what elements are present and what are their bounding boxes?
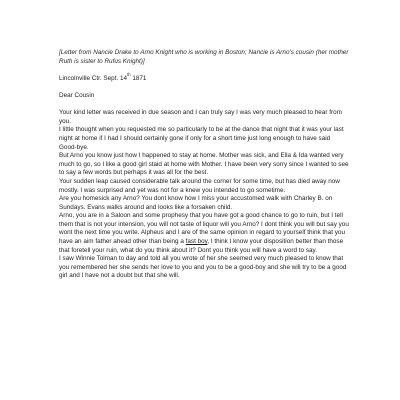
greeting: Dear Cousin bbox=[59, 91, 95, 99]
underlined-phrase: fast boy bbox=[185, 238, 208, 246]
paragraph-4: Your sudden leap caused considerable talk around the corner for some time, but has died away now mostly. I was surprised and yet was not for a knew you intended to go sometime. bbox=[59, 177, 340, 194]
dateline-suffix: 1871 bbox=[130, 74, 147, 82]
paragraph-5: Are you homesick any Arno? You dont know how I miss your accustomed walk with Charley B. on Sundays. Evans walks around and looks like a forsaken child. bbox=[59, 195, 333, 211]
paragraph-6-after: , I think I know your disposition better than those that foretell your ruin, what do you think about it? Dont you think you will have a word to say. bbox=[59, 238, 344, 254]
paragraph-1: Your kind letter was received in due season and I can truly say I was very much pleased to hear from you. bbox=[59, 109, 342, 125]
dateline-prefix: Lincolnville Ctr. Sept. 14 bbox=[59, 74, 128, 82]
paragraph-3: But Arno you know just how I happened to stay at home. Mother was sick, and Ella & Ida wanted very much to go, so I like a good girl staid at home with Mother. I have been very sorry since I wanted to see to say a few words but perhaps it was all for the best. bbox=[59, 152, 349, 177]
paragraph-6 bbox=[59, 212, 349, 255]
letter-document bbox=[59, 49, 349, 281]
dateline-sup: th bbox=[127, 72, 131, 78]
paragraph-7: I saw Winnie Tolman to day and told all you wrote of her she seemed very much pleased to know that you remembered her she sends her love to you and you to be a good-boy and she will try to be a good girl and I have not a doubt but that she will. bbox=[59, 255, 347, 280]
letter-body bbox=[59, 109, 349, 281]
paragraph-6-before: Arno, you are in a Saloon and some prophesy that you have got a good chance to go to ruin, but I tell them that is not your intension, you will not taste of liquor will you Arno? I dont think you will but say you wont the next time you write. Alpheus and I are of the same opinion in regard to yourself think that you have an aim father ahead other than being a bbox=[59, 212, 349, 246]
paragraph-2: I little thought when you requested me so particularly to be at the dance that night that it was your last night at home if I had I should certainly gone if only for a short time just long enough to have said Good-bye. bbox=[59, 126, 344, 151]
dateline bbox=[59, 72, 349, 84]
header-note: [Letter from Nancie Drake to Arno Knight who is working in Boston; Nancie is Arno's cousin (her mother Ruth is sister to Rufus Knight)] bbox=[59, 49, 349, 65]
